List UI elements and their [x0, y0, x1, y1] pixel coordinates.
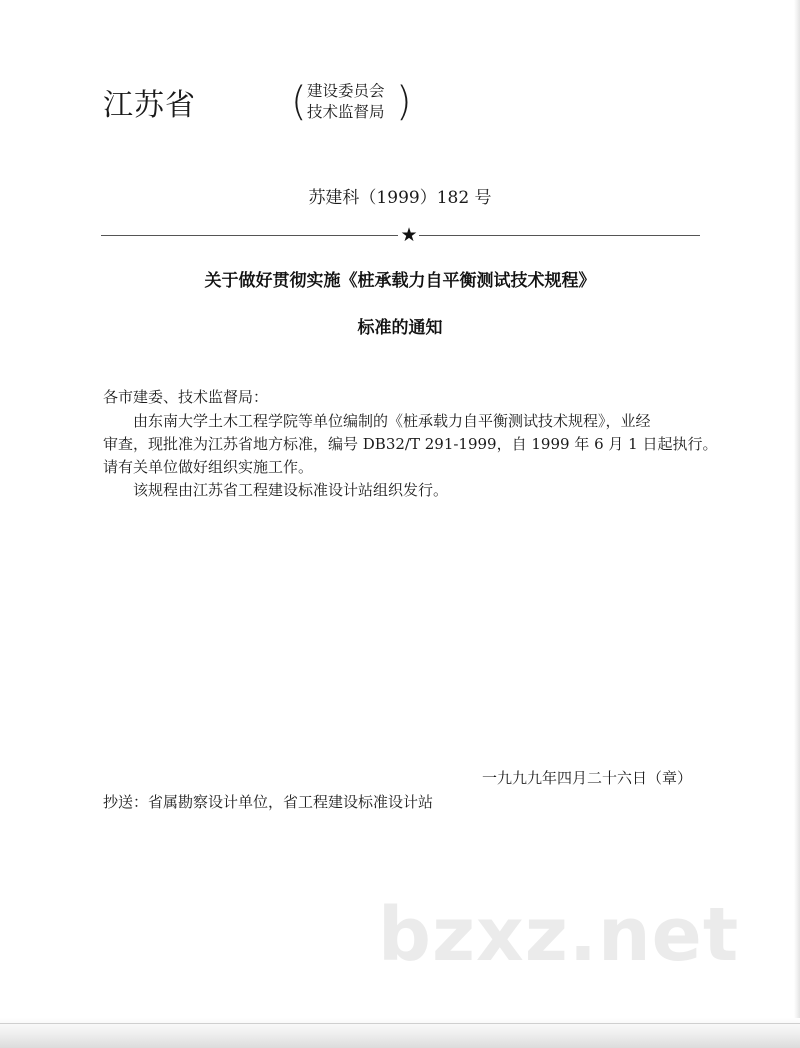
cc-recipients: 抄送：省属勘察设计单位，省工程建设标准设计站 [103, 793, 434, 811]
body-line: 请有关单位做好组织实施工作。 [103, 458, 314, 476]
notice-title-line-2: 标准的通知 [357, 318, 443, 338]
agency-bracket-right: ) [396, 79, 412, 125]
divider-line-right [419, 235, 700, 236]
page-edge-line [0, 1023, 800, 1024]
page-edge-shadow-right [794, 0, 800, 1048]
body-line: 由东南大学土木工程学院等单位编制的《桩承载力自平衡测试技术规程》，业经 [133, 412, 651, 430]
body-line: 该规程由江苏省工程建设标准设计站组织发行。 [133, 481, 449, 499]
star-icon: ★ [400, 224, 418, 246]
issue-date-seal: 一九九九年四月二十六日（章） [482, 769, 693, 787]
agency-name-technical-supervision: 技术监督局 [307, 103, 385, 121]
issuing-province: 江苏省 [103, 88, 196, 123]
watermark: bzxz.net [378, 892, 740, 978]
notice-title-line-1: 关于做好贯彻实施《桩承载力自平衡测试技术规程》 [204, 271, 596, 291]
divider-line-left [101, 235, 398, 236]
salutation: 各市建委、技术监督局： [103, 388, 269, 406]
body-line: 审查，现批准为江苏省地方标准，编号 DB32/T 291-1999，自 1999 年 6 月 1 日起执行。 [103, 435, 718, 453]
agency-name-construction-committee: 建设委员会 [307, 82, 385, 100]
agency-bracket-left: ( [291, 79, 307, 125]
document-number: 苏建科（1999）182 号 [308, 188, 492, 208]
